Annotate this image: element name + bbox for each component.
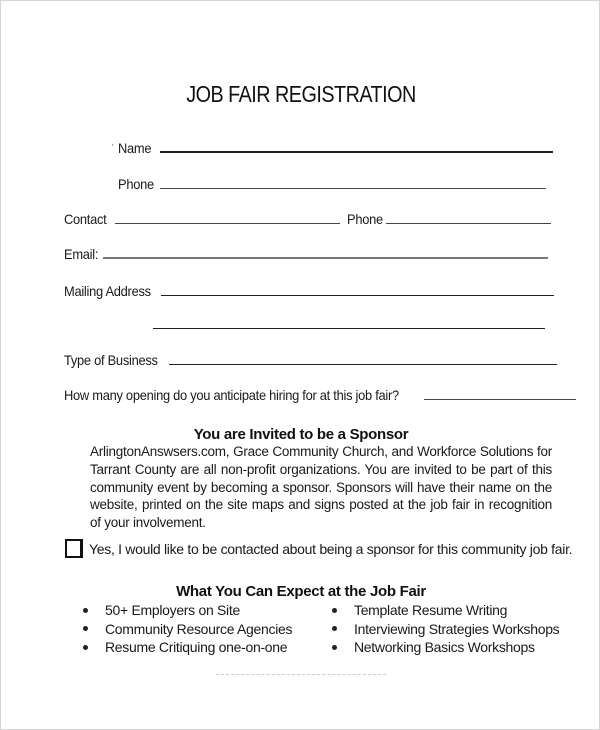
type-of-business-row — [64, 352, 557, 368]
sponsor-contact-checkbox[interactable] — [65, 539, 83, 558]
email-row — [64, 246, 548, 262]
email-label: Email: — [64, 246, 99, 262]
sponsor-contact-label: Yes, I would like to be contacted about being a sponsor for this community job fair. — [89, 540, 573, 557]
mailing-address-label: Mailing Address — [64, 283, 151, 299]
contact-phone-label: Phone — [347, 211, 384, 227]
stray-mark: ' — [112, 143, 114, 152]
expect-heading: What You Can Expect at the Job Fair — [176, 583, 426, 600]
contact-row — [64, 211, 551, 227]
name-label: Name — [118, 140, 152, 156]
list-item: Interviewing Strategies Workshops — [328, 620, 559, 639]
openings-row — [64, 387, 576, 403]
phone-row — [118, 176, 546, 192]
list-item: 50+ Employers on Site — [79, 601, 292, 620]
name-field[interactable] — [160, 151, 553, 153]
list-item: Resume Critiquing one-on-one — [79, 638, 292, 657]
list-item: Networking Basics Workshops — [328, 638, 559, 657]
bullet-icon — [83, 608, 88, 613]
cutoff-text-remnant — [216, 674, 386, 679]
page-title: JOB FAIR REGISTRATION — [186, 81, 416, 107]
bullet-icon — [332, 626, 337, 631]
bullet-icon — [83, 626, 88, 631]
expect-list-left — [79, 601, 292, 657]
bullet-icon — [332, 645, 337, 650]
openings-field[interactable] — [424, 399, 576, 400]
openings-question: How many opening do you anticipate hiring for at this job fair? — [64, 387, 399, 403]
mailing-address-row — [64, 283, 554, 299]
bullet-icon — [83, 645, 88, 650]
list-item: Template Resume Writing — [328, 601, 559, 620]
expect-list-right — [328, 601, 559, 657]
name-row — [118, 140, 553, 156]
sponsor-heading: You are Invited to be a Sponsor — [193, 426, 409, 443]
contact-label: Contact — [64, 211, 107, 227]
bullet-icon — [332, 608, 337, 613]
email-field[interactable] — [103, 257, 548, 259]
sponsor-paragraph: ArlingtonAnswsers.com, Grace Community Church, and Workforce Solutions for Tarrant County are all non-profit organizations. You are invited to be part of this community event by becoming a sponsor. Sponsors will have their name on the website, printed on the site maps and signs posted at the job fair in recognition of your involvement. — [90, 444, 552, 531]
mailing-address-field-1[interactable] — [161, 295, 554, 296]
contact-phone-field[interactable] — [386, 223, 551, 224]
list-item: Community Resource Agencies — [79, 620, 292, 639]
phone-field[interactable] — [160, 188, 546, 189]
mailing-address-field-2[interactable] — [153, 328, 545, 329]
phone-label: Phone — [118, 176, 154, 192]
contact-field[interactable] — [115, 223, 340, 224]
sponsor-contact-option — [65, 539, 572, 558]
type-of-business-field[interactable] — [169, 364, 557, 365]
type-of-business-label: Type of Business — [64, 352, 158, 368]
